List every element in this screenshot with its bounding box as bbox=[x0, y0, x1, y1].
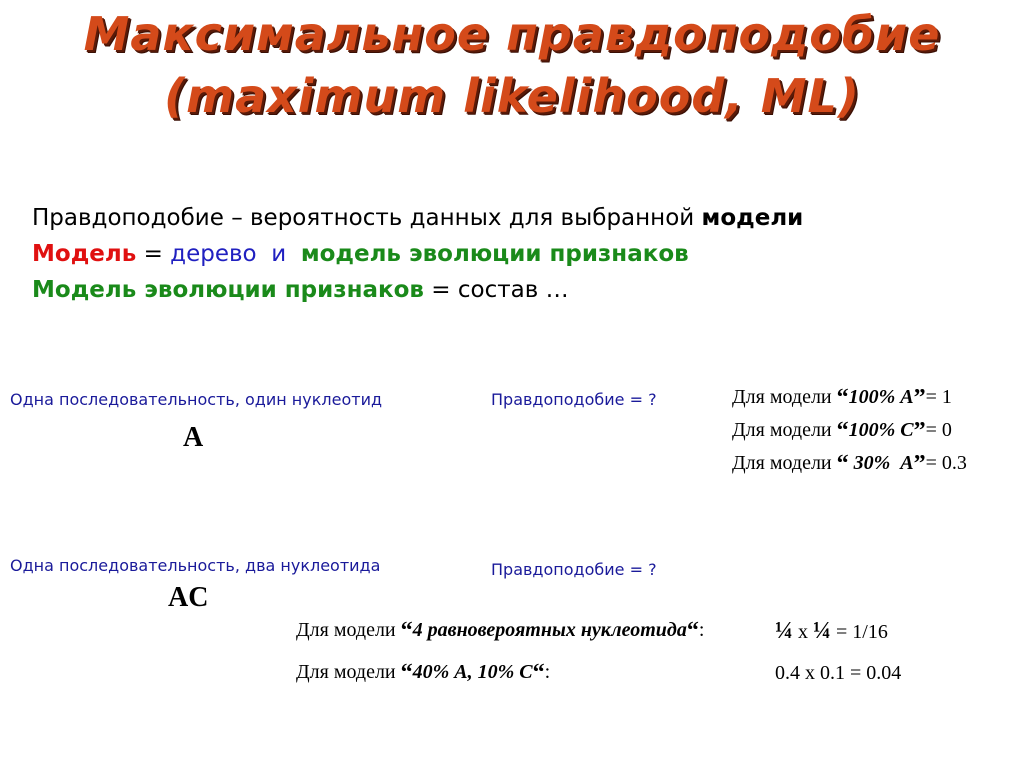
tree-term: дерево bbox=[170, 241, 257, 267]
evolution-model-definition bbox=[32, 272, 803, 308]
model-result: = 0.3 bbox=[925, 452, 967, 474]
example2-sequence: AC bbox=[168, 582, 209, 613]
quarter-a: ¼ bbox=[775, 618, 793, 644]
definitions-block bbox=[32, 200, 803, 308]
model-word: модели bbox=[701, 205, 804, 231]
quarter-b: ¼ bbox=[813, 618, 831, 644]
equals-sign: = bbox=[136, 241, 171, 267]
example2-calc-1 bbox=[775, 618, 888, 645]
model-prefix: Для модели bbox=[296, 619, 401, 641]
example2-model-1: Для модели “4 равновероятных нуклеотида“: bbox=[296, 618, 705, 644]
example2-caption: Одна последовательность, два нуклеотида bbox=[10, 556, 381, 575]
model-prefix: Для модели bbox=[732, 452, 837, 474]
example1-model-3: Для модели “ 30% A”= 0.3 bbox=[732, 451, 967, 477]
example2-model-2: Для модели “40% A, 10% C“: bbox=[296, 660, 551, 686]
composition-text: = состав … bbox=[423, 277, 569, 303]
model-name: 100% C bbox=[848, 419, 914, 441]
model-name: 4 равновероятных нуклеотида bbox=[412, 619, 687, 641]
example1-model-1: Для модели “100% A”= 1 bbox=[732, 385, 952, 411]
model-suffix: : bbox=[544, 661, 551, 683]
model-result: = 0 bbox=[925, 419, 952, 441]
example2-question: Правдоподобие = ? bbox=[491, 560, 657, 579]
times-sign: x bbox=[793, 621, 813, 643]
example1-sequence: A bbox=[183, 422, 204, 453]
model-definition bbox=[32, 236, 803, 272]
model-prefix: Для модели bbox=[296, 661, 401, 683]
model-result: = 1 bbox=[925, 386, 952, 408]
evolution-model-term: модель эволюции признаков bbox=[300, 241, 689, 267]
likelihood-definition-text: Правдоподобие – вероятность данных для выбранной bbox=[32, 205, 702, 231]
calc-result: = 1/16 bbox=[831, 621, 888, 643]
evolution-model-term-2: Модель эволюции признаков bbox=[32, 277, 424, 303]
example2-calc-2: 0.4 x 0.1 = 0.04 bbox=[775, 662, 902, 684]
slide-title-line2: (maximum likelihood, ML) bbox=[164, 69, 860, 123]
example1-question: Правдоподобие = ? bbox=[491, 390, 657, 409]
example1-caption: Одна последовательность, один нуклеотид bbox=[10, 390, 383, 409]
example1-model-2: Для модели “100% C”= 0 bbox=[732, 418, 952, 444]
model-suffix: : bbox=[698, 619, 705, 641]
model-term: Модель bbox=[32, 241, 137, 267]
model-prefix: Для модели bbox=[732, 419, 837, 441]
model-prefix: Для модели bbox=[732, 386, 837, 408]
and-word: и bbox=[256, 241, 301, 267]
model-name: 100% A bbox=[848, 386, 914, 408]
likelihood-definition bbox=[32, 200, 803, 236]
model-name: 30% A bbox=[848, 452, 914, 474]
slide-title-line1: Максимальное правдоподобие bbox=[83, 7, 941, 61]
model-name: 40% A, 10% C bbox=[412, 661, 533, 683]
